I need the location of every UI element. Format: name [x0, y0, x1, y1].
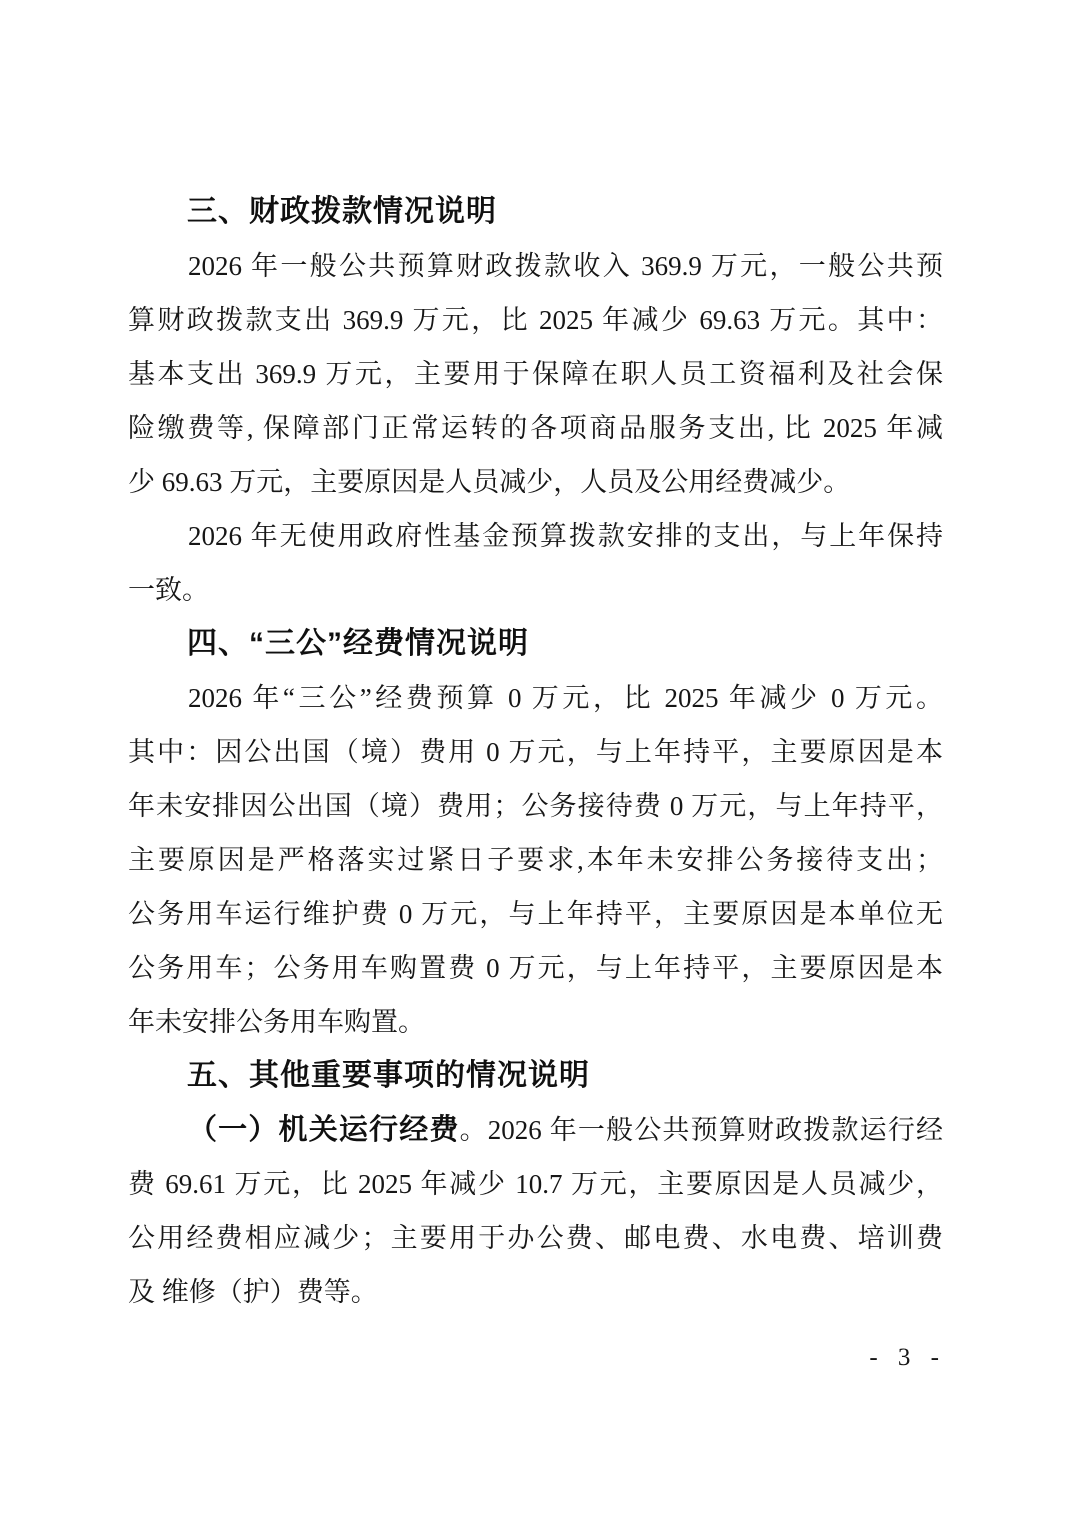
paragraph-line: 基本支出 369.9 万元，主要用于保障在职人员工资福利及社会保: [128, 359, 943, 389]
paragraph-line: 2026 年“三公”经费预算 0 万元，比 2025 年减少 0 万元。: [188, 683, 943, 713]
paragraph-line: 一致。: [128, 575, 209, 605]
section-heading-fiscal-appropriation: 三、财政拨款情况说明: [187, 195, 497, 228]
paragraph-line: 公务用车；公务用车购置费 0 万元，与上年持平，主要原因是本: [128, 953, 943, 983]
page-number: - 3 -: [869, 1344, 946, 1371]
section-heading-three-public-expenses: 四、“三公”经费情况说明: [187, 627, 529, 660]
subheading-agency-operating-expense: （一）机关运行经费: [188, 1114, 460, 1146]
paragraph-line: 年未安排因公出国（境）费用；公务接待费 0 万元，与上年持平，: [128, 791, 943, 821]
paragraph-line: 少 69.63 万元，主要原因是人员减少，人员及公用经费减少。: [128, 467, 851, 497]
paragraph-line: 主要原因是严格落实过紧日子要求,本年未安排公务接待支出；: [128, 845, 943, 875]
paragraph-line: 险缴费等, 保障部门正常运转的各项商品服务支出, 比 2025 年减: [128, 413, 943, 443]
paragraph-line-text: 。2026 年一般公共预算财政拨款运行经: [459, 1115, 943, 1145]
section-heading-other-important-matters: 五、其他重要事项的情况说明: [187, 1059, 590, 1092]
paragraph-line: 年未安排公务用车购置。: [128, 1007, 425, 1037]
paragraph-line: 费 69.61 万元，比 2025 年减少 10.7 万元，主要原因是人员减少，: [128, 1169, 943, 1199]
paragraph-line: 2026 年一般公共预算财政拨款收入 369.9 万元，一般公共预: [188, 251, 943, 281]
paragraph-line: 及 维修（护）费等。: [128, 1277, 378, 1307]
paragraph-line: 2026 年无使用政府性基金预算拨款安排的支出，与上年保持: [188, 521, 943, 551]
paragraph-line: 公务用车运行维护费 0 万元，与上年持平，主要原因是本单位无: [128, 899, 943, 929]
paragraph-line: [128, 1103, 943, 1157]
paragraph-line: 公用经费相应减少；主要用于办公费、邮电费、水电费、培训费: [128, 1223, 943, 1253]
paragraph-line: 其中：因公出国（境）费用 0 万元，与上年持平，主要原因是本: [128, 737, 943, 767]
paragraph-line: 算财政拨款支出 369.9 万元，比 2025 年减少 69.63 万元。其中：: [128, 305, 943, 335]
document-body: [128, 185, 943, 1319]
